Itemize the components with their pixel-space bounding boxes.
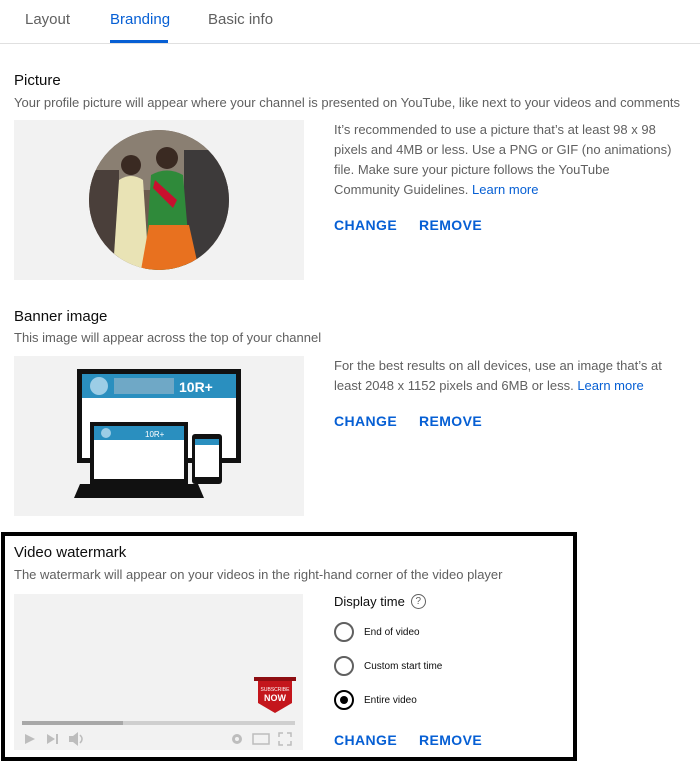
radio-option-entire-video[interactable] xyxy=(334,690,417,710)
banner-remove-button[interactable]: REMOVE xyxy=(419,413,483,429)
banner-help-body: For the best results on all devices, use an image that’s at least 2048 x 1152 pixels and 6MB or less. xyxy=(334,358,662,393)
radio-entire-video[interactable] xyxy=(334,690,354,710)
fullscreen-icon[interactable] xyxy=(278,732,292,746)
radio-label-entire-video: Entire video xyxy=(364,694,417,706)
radio-label-end-of-video: End of video xyxy=(364,626,420,638)
tab-basic-info[interactable]: Basic info xyxy=(208,11,274,28)
tab-bar xyxy=(0,0,700,44)
radio-end-of-video[interactable] xyxy=(334,622,354,642)
banner-learn-more-link[interactable]: Learn more xyxy=(577,378,644,393)
radio-label-custom-start-time: Custom start time xyxy=(364,660,443,672)
watermark-remove-button[interactable]: REMOVE xyxy=(419,732,483,748)
banner-help-text xyxy=(334,356,674,396)
radio-custom-start-time[interactable] xyxy=(334,656,354,676)
badge-now-text: NOW xyxy=(264,693,286,703)
radio-option-end-of-video[interactable] xyxy=(334,622,420,642)
banner-device-mockup xyxy=(14,356,304,516)
subscribe-watermark-badge xyxy=(254,673,296,715)
picture-change-button[interactable]: CHANGE xyxy=(334,217,398,233)
video-progress-fill xyxy=(22,721,123,725)
picture-remove-button[interactable]: REMOVE xyxy=(419,217,483,233)
active-tab-indicator xyxy=(110,40,168,43)
tab-layout[interactable]: Layout xyxy=(25,11,71,28)
banner-channel-text: 10R+ xyxy=(179,379,213,395)
profile-picture xyxy=(89,130,229,270)
banner-description: This image will appear across the top of your channel xyxy=(14,330,322,345)
picture-help-text xyxy=(334,120,674,200)
volume-icon[interactable] xyxy=(68,731,86,747)
badge-subscribe-text: SUBSCRIBE xyxy=(260,687,290,693)
watermark-description: The watermark will appear on your videos in the right-hand corner of the video player xyxy=(14,567,503,582)
tab-branding[interactable]: Branding xyxy=(110,11,171,28)
watermark-title: Video watermark xyxy=(14,544,127,561)
watermark-change-button[interactable]: CHANGE xyxy=(334,732,398,748)
theater-mode-icon[interactable] xyxy=(252,733,270,745)
watermark-video-preview xyxy=(14,594,303,750)
banner-channel-text-small: 10R+ xyxy=(145,430,165,439)
banner-title: Banner image xyxy=(14,308,108,325)
display-time-heading xyxy=(334,594,426,609)
banner-change-button[interactable]: CHANGE xyxy=(334,413,398,429)
picture-description: Your profile picture will appear where your channel is presented on YouTube, like next to your videos and comments xyxy=(14,95,681,110)
help-question-icon[interactable]: ? xyxy=(411,594,426,609)
picture-title: Picture xyxy=(14,72,61,89)
display-time-label: Display time xyxy=(334,594,405,609)
picture-learn-more-link[interactable]: Learn more xyxy=(472,182,539,197)
radio-option-custom-start-time[interactable] xyxy=(334,656,442,676)
play-icon[interactable] xyxy=(24,733,36,745)
video-progress-track[interactable] xyxy=(22,721,295,725)
settings-gear-icon[interactable] xyxy=(230,732,244,746)
next-icon[interactable] xyxy=(46,733,60,745)
picture-help-body: It’s recommended to use a picture that’s at least 98 x 98 pixels and 4MB or less. Use a PNG or GIF (no animations) file. Make sure your picture follows the YouTube Community Guidelines. xyxy=(334,122,672,197)
